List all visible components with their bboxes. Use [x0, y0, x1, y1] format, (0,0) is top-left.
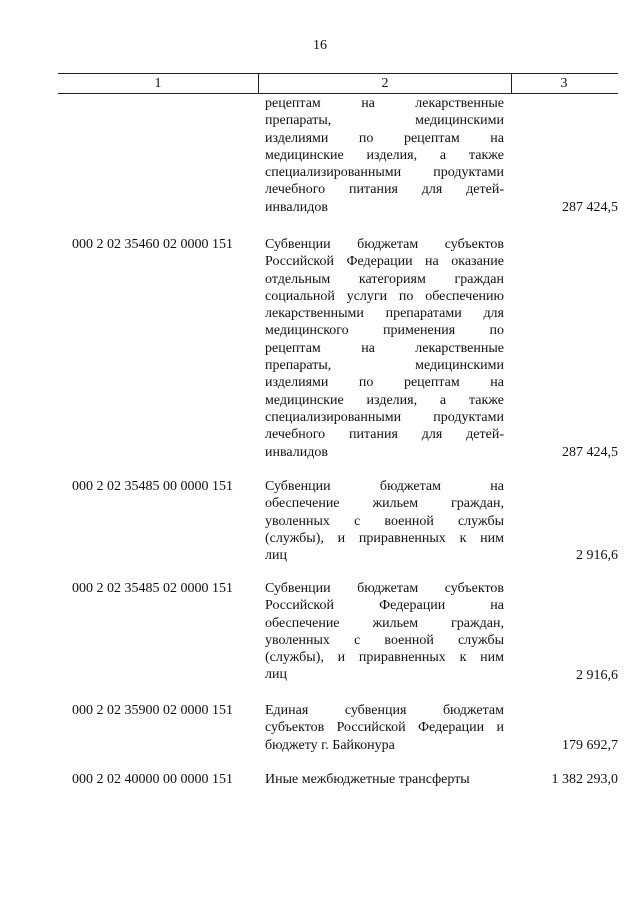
description-line: уволенных с военной службы — [265, 513, 504, 529]
page-number: 16 — [313, 38, 327, 53]
description-line: лечебного питания для детей- — [265, 182, 504, 198]
description-line: отдельным категориям граждан — [265, 271, 504, 287]
description-line: медицинские изделия, а также — [265, 392, 504, 408]
description — [265, 478, 504, 564]
description — [265, 236, 504, 461]
description-line: (службы), и приравненных к ним — [265, 650, 504, 666]
description-line: рецептам на лекарственные — [265, 96, 504, 111]
description — [265, 95, 504, 216]
description-line: бюджету г. Байконура — [265, 737, 395, 753]
description-line: специализированными продуктами — [265, 409, 504, 425]
description-line: препараты, медицинскими — [265, 358, 504, 374]
description-line: лекарственными препаратами для — [265, 306, 504, 322]
description-line: Единая субвенция бюджетам — [265, 703, 504, 718]
amount: 2 916,6 — [576, 667, 618, 683]
description-line: лечебного питания для детей- — [265, 427, 504, 443]
amount: 1 382 293,0 — [551, 772, 618, 787]
description-line: обеспечение жильем граждан, — [265, 496, 504, 512]
description-line: социальной услуги по обеспечению — [265, 288, 504, 304]
description-line: препараты, медицинскими — [265, 113, 504, 129]
budget-code: 000 2 02 40000 00 0000 151 — [72, 772, 233, 787]
description-line: Субвенции бюджетам субъектов — [265, 581, 504, 596]
description — [265, 580, 504, 684]
description-line: медицинские изделия, а также — [265, 147, 504, 163]
description — [265, 771, 504, 788]
amount: 287 424,5 — [562, 444, 618, 460]
description-line: специализированными продуктами — [265, 165, 504, 181]
description-line: рецептам на лекарственные — [265, 340, 504, 356]
description-line: Иные межбюджетные трансферты — [265, 772, 470, 787]
description — [265, 702, 504, 754]
description-line: Российской Федерации на — [265, 598, 504, 614]
column-header-2: 2 — [258, 74, 512, 93]
description-line: (службы), и приравненных к ним — [265, 530, 504, 546]
description-line: уволенных с военной службы — [265, 632, 504, 648]
table-header — [58, 73, 618, 94]
description-line: изделиями по рецептам на — [265, 375, 504, 391]
description-line: Субвенции бюджетам субъектов — [265, 237, 504, 252]
description-line: изделиями по рецептам на — [265, 130, 504, 146]
description-line: медицинского применения по — [265, 323, 504, 339]
budget-code: 000 2 02 35460 02 0000 151 — [72, 237, 233, 252]
description-line: лиц — [265, 667, 287, 683]
amount: 179 692,7 — [562, 737, 618, 753]
budget-code: 000 2 02 35485 02 0000 151 — [72, 581, 233, 596]
description-line: инвалидов — [265, 199, 328, 215]
description-line: Субвенции бюджетам на — [265, 479, 504, 494]
description-line: обеспечение жильем граждан, — [265, 615, 504, 631]
column-header-3: 3 — [560, 76, 568, 91]
description-line: субъектов Российской Федерации и — [265, 720, 504, 736]
amount: 2 916,6 — [576, 548, 618, 564]
description-line: лиц — [265, 548, 287, 564]
description-line: инвалидов — [265, 444, 328, 460]
amount: 287 424,5 — [562, 199, 618, 215]
description-line: Российской Федерации на оказание — [265, 254, 504, 270]
budget-code: 000 2 02 35900 02 0000 151 — [72, 703, 233, 718]
column-header-1: 1 — [154, 76, 162, 91]
budget-code: 000 2 02 35485 00 0000 151 — [72, 479, 233, 494]
